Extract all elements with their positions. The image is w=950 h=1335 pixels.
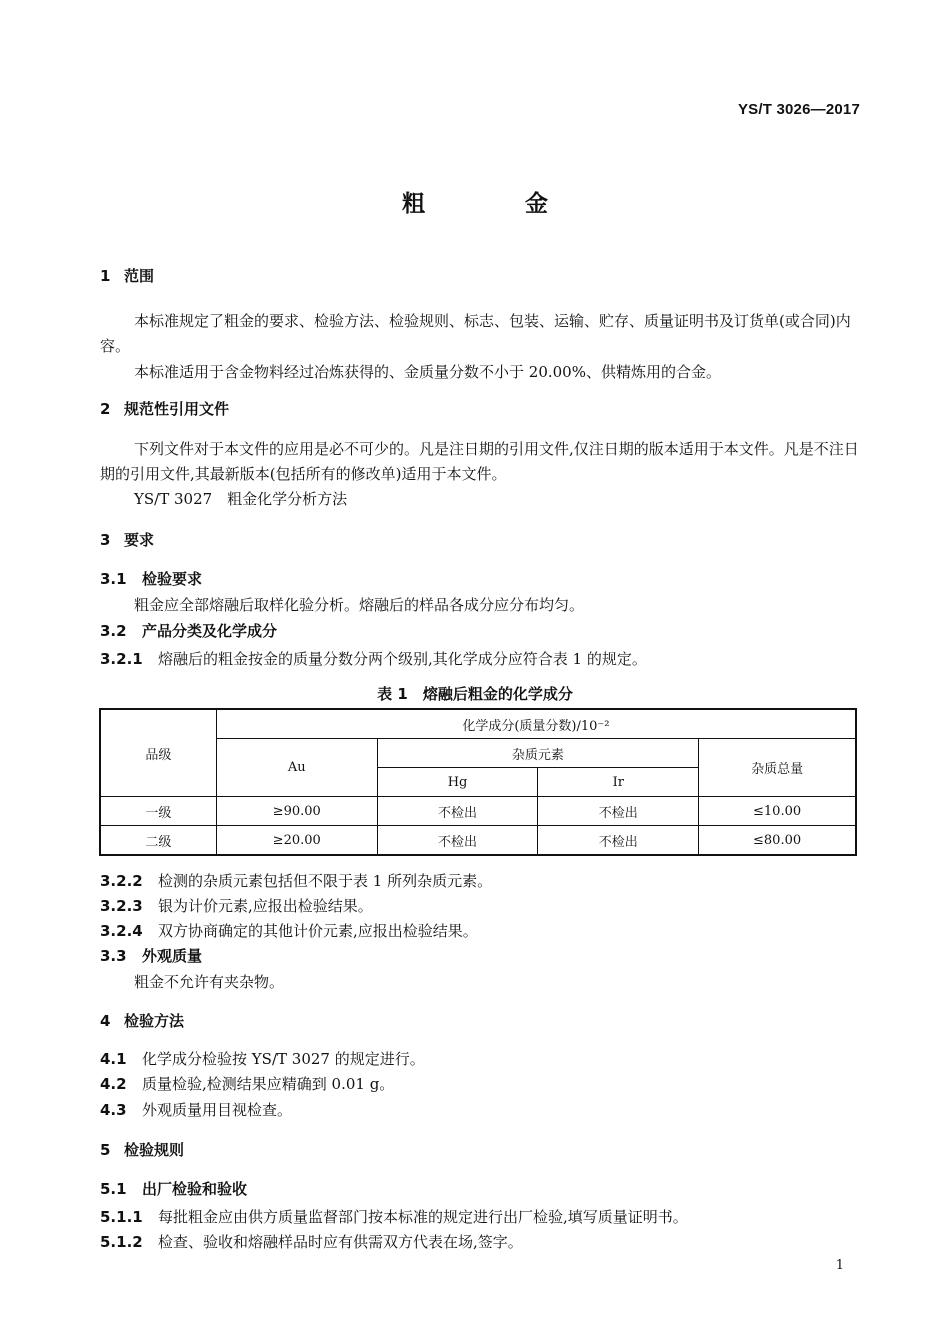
clause-number: 3.2.1 bbox=[100, 650, 143, 668]
chemical-composition-table bbox=[99, 708, 857, 856]
subsection-title: 检验要求 bbox=[142, 570, 203, 588]
document-title: 粗 金 bbox=[401, 191, 594, 217]
clause-text: 外观质量用目视检查。 bbox=[142, 1101, 293, 1119]
subsection-3-3-text: 粗金不允许有夹杂物。 bbox=[134, 973, 285, 991]
clause-text: 质量检验,检测结果应精确到 0.01 g。 bbox=[142, 1075, 395, 1093]
total-cell: ≤80.00 bbox=[699, 826, 856, 856]
hg-cell: 不检出 bbox=[377, 797, 538, 826]
total-cell: ≤10.00 bbox=[699, 797, 856, 826]
subsection-title: 外观质量 bbox=[142, 947, 203, 965]
subsection-number: 3.2 bbox=[100, 622, 127, 640]
subsection-5-1-heading bbox=[100, 1178, 860, 1199]
clause-text: 检测的杂质元素包括但不限于表 1 所列杂质元素。 bbox=[158, 872, 493, 890]
clause-number: 4.3 bbox=[100, 1101, 127, 1119]
clause-text: 熔融后的粗金按金的质量分数分两个级别,其化学成分应符合表 1 的规定。 bbox=[158, 650, 647, 668]
clause-number: 3.2.4 bbox=[100, 922, 143, 940]
clause-3-2-1 bbox=[100, 648, 860, 669]
clause-number: 3.2.2 bbox=[100, 872, 143, 890]
section-5-heading bbox=[100, 1139, 860, 1160]
table-row bbox=[100, 826, 856, 856]
section-number: 5 bbox=[100, 1141, 111, 1159]
subsection-3-1-text: 粗金应全部熔融后取样化验分析。熔融后的样品各成分应分布均匀。 bbox=[134, 596, 585, 614]
clause-text: 检查、验收和熔融样品时应有供需双方代表在场,签字。 bbox=[158, 1233, 523, 1251]
clause-number: 4.2 bbox=[100, 1075, 127, 1093]
subsection-3-3-heading bbox=[100, 945, 860, 966]
section-number: 3 bbox=[100, 531, 111, 549]
clause-4-2 bbox=[100, 1073, 860, 1094]
table-row bbox=[100, 797, 856, 826]
hg-header: Hg bbox=[377, 768, 538, 797]
section-2-heading bbox=[100, 398, 860, 419]
clause-number: 5.1.2 bbox=[100, 1233, 143, 1251]
subsection-3-2-heading bbox=[100, 620, 860, 641]
section-1-paragraph-2: 本标准适用于含金物料经过冶炼获得的、金质量分数不小于 20.00%、供精炼用的合金。 bbox=[134, 363, 721, 381]
impurity-total-header: 杂质总量 bbox=[699, 739, 856, 797]
clause-3-2-2 bbox=[100, 870, 860, 891]
standard-number: YS/T 3026—2017 bbox=[737, 101, 860, 118]
subsection-number: 5.1 bbox=[100, 1180, 127, 1198]
clause-number: 4.1 bbox=[100, 1050, 127, 1068]
page-number: 1 bbox=[835, 1258, 844, 1273]
section-title: 要求 bbox=[124, 531, 155, 549]
normative-reference: YS/T 3027 粗金化学分析方法 bbox=[134, 490, 348, 508]
subsection-title: 出厂检验和验收 bbox=[142, 1180, 248, 1198]
grade-cell: 二级 bbox=[100, 826, 216, 856]
subsection-title: 产品分类及化学成分 bbox=[142, 622, 278, 640]
clause-5-1-1 bbox=[100, 1206, 860, 1227]
grade-cell: 一级 bbox=[100, 797, 216, 826]
section-1-paragraph-1: 本标准规定了粗金的要求、检验方法、检验规则、标志、包装、运输、贮存、质量证明书及订货单(或合同)内容。 bbox=[100, 312, 851, 355]
ir-cell: 不检出 bbox=[538, 826, 699, 856]
clause-4-1 bbox=[100, 1048, 860, 1069]
subsection-3-1-heading bbox=[100, 568, 860, 589]
section-1-heading bbox=[100, 265, 860, 286]
clause-3-2-4 bbox=[100, 920, 860, 941]
clause-number: 5.1.1 bbox=[100, 1208, 143, 1226]
hg-cell: 不检出 bbox=[377, 826, 538, 856]
composition-header: 化学成分(质量分数)/10⁻² bbox=[216, 709, 856, 739]
clause-4-3 bbox=[100, 1099, 860, 1120]
clause-number: 3.2.3 bbox=[100, 897, 143, 915]
au-cell: ≥90.00 bbox=[216, 797, 377, 826]
clause-text: 双方协商确定的其他计价元素,应报出检验结果。 bbox=[158, 922, 478, 940]
section-number: 1 bbox=[100, 267, 111, 285]
section-title: 规范性引用文件 bbox=[124, 400, 230, 418]
ir-header: Ir bbox=[538, 768, 699, 797]
clause-5-1-2 bbox=[100, 1231, 860, 1252]
impurity-header: 杂质元素 bbox=[377, 739, 699, 768]
section-3-heading bbox=[100, 529, 860, 550]
clause-text: 每批粗金应由供方质量监督部门按本标准的规定进行出厂检验,填写质量证明书。 bbox=[158, 1208, 688, 1226]
section-title: 检验规则 bbox=[124, 1141, 185, 1159]
section-title: 检验方法 bbox=[124, 1012, 185, 1030]
section-title: 范围 bbox=[124, 267, 155, 285]
clause-text: 化学成分检验按 YS/T 3027 的规定进行。 bbox=[142, 1050, 425, 1068]
au-header: Au bbox=[216, 739, 377, 797]
subsection-number: 3.3 bbox=[100, 947, 127, 965]
au-cell: ≥20.00 bbox=[216, 826, 377, 856]
subsection-number: 3.1 bbox=[100, 570, 127, 588]
clause-3-2-3 bbox=[100, 895, 860, 916]
section-number: 4 bbox=[100, 1012, 111, 1030]
section-number: 2 bbox=[100, 400, 111, 418]
grade-header: 品级 bbox=[100, 709, 216, 797]
table-1-title: 表 1 熔融后粗金的化学成分 bbox=[377, 685, 573, 703]
section-4-heading bbox=[100, 1010, 860, 1031]
ir-cell: 不检出 bbox=[538, 797, 699, 826]
clause-text: 银为计价元素,应报出检验结果。 bbox=[158, 897, 373, 915]
section-2-paragraph-1: 下列文件对于本文件的应用是必不可少的。凡是注日期的引用文件,仅注日期的版本适用于本文件。凡是不注日期的引用文件,其最新版本(包括所有的修改单)适用于本文件。 bbox=[100, 440, 859, 483]
